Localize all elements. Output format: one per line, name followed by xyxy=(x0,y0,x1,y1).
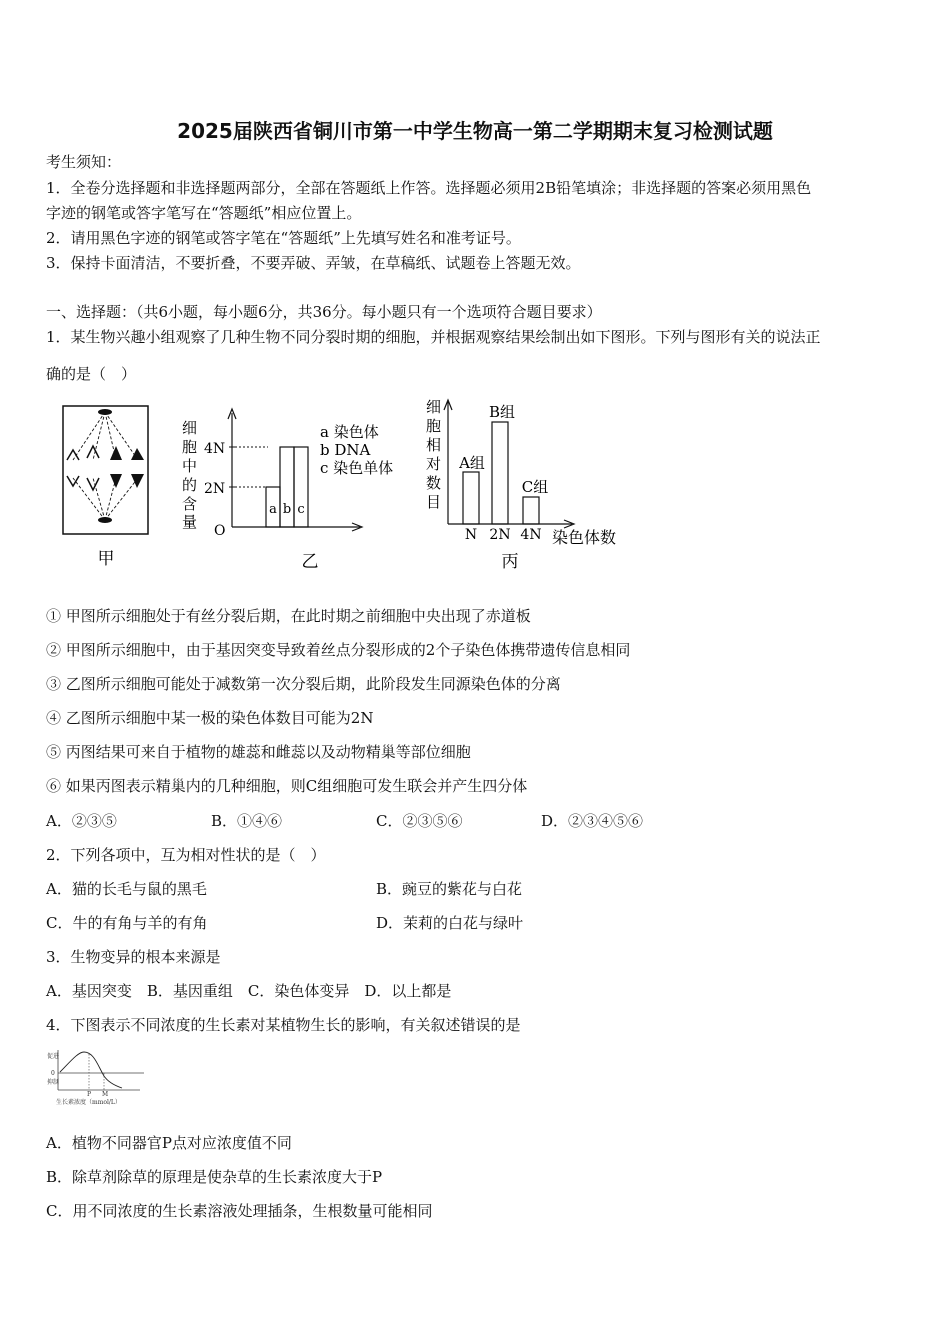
bing-xtick-n: N xyxy=(464,527,478,543)
q2-option-c[interactable]: C．牛的有角与羊的有角 xyxy=(46,914,208,932)
figure-jia-caption: 甲 xyxy=(97,549,115,569)
yi-tick-origin: O xyxy=(214,523,226,539)
yi-ylabel-3: 中 xyxy=(182,457,198,475)
yi-ylabel-2: 胞 xyxy=(182,438,198,456)
q1-statement-3: ③ 乙图所示细胞可能处于减数第一次分裂后期，此阶段发生同源染色体的分离 xyxy=(46,675,561,693)
figure-jia xyxy=(58,398,158,574)
bing-xlabel: 染色体数 xyxy=(552,528,617,547)
q4-curve xyxy=(60,1052,122,1088)
yi-bar-label-c: c xyxy=(297,502,305,517)
q1-statement-6: ⑥ 如果丙图表示精巢内的几种细胞，则C组细胞可发生联会并产生四分体 xyxy=(46,777,528,795)
q4-zero: 0 xyxy=(51,1070,55,1077)
notice-item-2: 2．请用黑色字迹的钢笔或答字笔在“答题纸”上先填写姓名和准考证号。 xyxy=(46,229,521,247)
section-heading: 一、选择题：（共6小题，每小题6分，共36分。每小题只有一个选项符合题目要求） xyxy=(46,303,602,321)
q4-p: P xyxy=(87,1091,92,1098)
q1-stem-line2: 确的是（ ） xyxy=(46,365,137,383)
bing-ylabel-1: 细 xyxy=(426,398,442,416)
bing-ylabel-5: 数 xyxy=(426,474,442,492)
bing-ylabel-4: 对 xyxy=(426,455,442,473)
bing-group-a: A组 xyxy=(459,454,485,472)
q4-stem: 4．下图表示不同浓度的生长素对某植物生长的影响，有关叙述错误的是 xyxy=(46,1016,521,1034)
figure-yi xyxy=(180,405,420,575)
q1-option-b[interactable]: B．①④⑥ xyxy=(211,812,283,830)
bing-group-b: B组 xyxy=(488,403,516,421)
q1-statement-2: ② 甲图所示细胞中，由于基因突变导致着丝点分裂形成的2个子染色体携带遗传信息相同 xyxy=(46,641,631,659)
q1-statement-4: ④ 乙图所示细胞中某一极的染色体数目可能为2N xyxy=(46,709,374,727)
q2-option-d[interactable]: D．茉莉的白花与绿叶 xyxy=(376,914,524,932)
q1-option-a[interactable]: A．②③⑤ xyxy=(46,812,117,830)
q3-stem: 3．生物变异的根本来源是 xyxy=(46,948,221,966)
yi-legend-b: b DNA xyxy=(320,441,371,459)
yi-bar-label-a: a xyxy=(269,502,277,517)
bing-ylabel-3: 相 xyxy=(426,436,442,454)
bing-xtick-4n: 4N xyxy=(520,527,542,543)
yi-ylabel-5: 含 xyxy=(182,495,198,513)
bing-bar-b xyxy=(492,422,508,524)
figure-yi-caption: 乙 xyxy=(301,552,319,572)
q2-stem: 2．下列各项中，互为相对性状的是（ ） xyxy=(46,846,326,864)
yi-legend-a: a 染色体 xyxy=(320,423,379,441)
q4-ylabel-bottom: 抑制 xyxy=(47,1079,60,1086)
q4-option-a[interactable]: A．植物不同器官P点对应浓度值不同 xyxy=(46,1134,292,1152)
q4-xlabel: 生长素浓度（mmol/L） xyxy=(56,1099,121,1106)
bing-group-c: C组 xyxy=(521,478,549,496)
q3-options[interactable]: A．基因突变 B．基因重组 C．染色体变异 D．以上都是 xyxy=(46,982,452,1000)
q4-option-b[interactable]: B．除草剂除草的原理是使杂草的生长素浓度大于P xyxy=(46,1168,383,1186)
yi-legend-c: c 染色单体 xyxy=(320,459,394,477)
q1-statement-1: ① 甲图所示细胞处于有丝分裂后期，在此时期之前细胞中央出现了赤道板 xyxy=(46,607,531,625)
yi-tick-4n: 4N xyxy=(204,441,226,457)
yi-ylabel-1: 细 xyxy=(182,419,198,437)
bing-ylabel-2: 胞 xyxy=(426,417,442,435)
yi-ylabel-4: 的 xyxy=(182,476,198,494)
bing-bar-a xyxy=(463,472,479,524)
q1-option-c[interactable]: C．②③⑤⑥ xyxy=(376,812,463,830)
q1-stem-line1: 1．某生物兴趣小组观察了几种生物不同分裂时期的细胞，并根据观察结果绘制出如下图形。下列与图形有关的说法正 xyxy=(46,328,821,346)
q4-option-c[interactable]: C．用不同浓度的生长素溶液处理插条，生根数量可能相同 xyxy=(46,1202,433,1220)
figure-bing xyxy=(422,396,632,576)
bing-bar-c xyxy=(523,497,539,524)
q4-ylabel-top: 促进 xyxy=(47,1053,60,1060)
q2-option-a[interactable]: A．猫的长毛与鼠的黑毛 xyxy=(46,880,207,898)
q1-option-d[interactable]: D．②③④⑤⑥ xyxy=(541,812,644,830)
q1-statement-5: ⑤ 丙图结果可来自于植物的雄蕊和雌蕊以及动物精巢等部位细胞 xyxy=(46,743,471,761)
q2-option-b[interactable]: B．豌豆的紫花与白花 xyxy=(376,880,523,898)
bing-xtick-2n: 2N xyxy=(489,527,511,543)
yi-bar-label-b: b xyxy=(282,502,292,517)
notice-heading: 考生须知： xyxy=(46,153,122,171)
notice-item-1-cont: 字迹的钢笔或答字笔写在“答题纸”相应位置上。 xyxy=(46,204,362,222)
page-title: 2025届陕西省铜川市第一中学生物高一第二学期期末复习检测试题 xyxy=(177,119,773,143)
q4-m: M xyxy=(102,1091,109,1098)
q4-figure xyxy=(44,1046,144,1110)
yi-ylabel-6: 量 xyxy=(182,513,198,531)
figure-bing-caption: 丙 xyxy=(501,552,519,572)
yi-tick-2n: 2N xyxy=(204,481,226,497)
notice-item-1: 1．全卷分选择题和非选择题两部分，全部在答题纸上作答。选择题必须用2B铅笔填涂；非选择题的答案必须用黑色 xyxy=(46,179,812,197)
bing-ylabel-6: 目 xyxy=(426,493,442,511)
notice-item-3: 3．保持卡面清洁，不要折叠，不要弄破、弄皱，在草稿纸、试题卷上答题无效。 xyxy=(46,254,581,272)
